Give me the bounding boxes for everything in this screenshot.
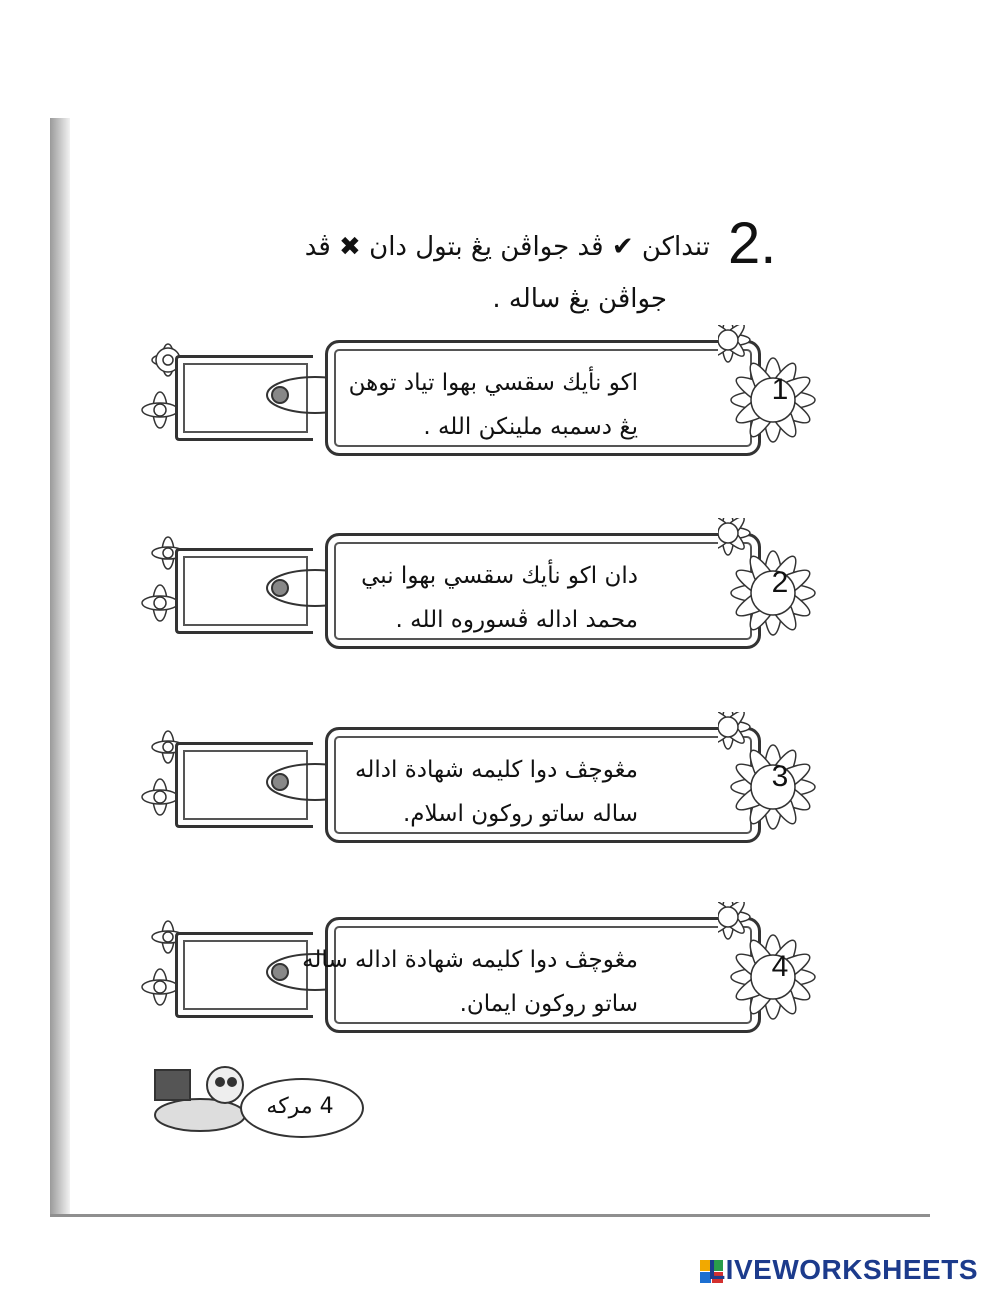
statement-line-2: محمد اداله ڤسوروه الله . [395,607,638,633]
brand-name[interactable]: LIVEWORKSHEETS [708,1254,978,1285]
reading-worm-icon [140,1060,250,1140]
item-number: 3 [771,760,789,793]
statement-box [325,340,761,456]
item-number: 4 [771,950,789,983]
instruction-line-2: جواڤن يڠ ساله . [492,284,667,314]
statement-line-2: يڠ دسمبه ملينكن الله . [423,414,638,440]
statement-line-2: ساله ساتو روكون اسلام. [403,801,638,827]
statement-text [308,554,638,642]
instruction-line-1 [305,232,710,262]
statement-line-2: ساتو روكون ايمان. [459,991,638,1017]
statement-row-1 [0,335,1000,495]
statement-line-1: مڠوچڤ دوا كليمه شهادة اداله [355,757,638,783]
statement-box [325,727,761,843]
item-number: 2 [771,566,789,599]
statement-row-2 [0,528,1000,688]
statement-line-1: دان اكو نأيك سقسي بهوا نبي [361,563,638,589]
statement-box [302,917,761,1033]
instruction-text-1: تنداكن ✔ ڤد جواڤن يڠ بتول دان ✖ ڤد [304,232,710,262]
statement-line-1: اكو نأيك سقسي بهوا تياد توهن [348,370,638,396]
statement-box [325,533,761,649]
statement-text [302,938,638,1026]
statement-text [308,748,638,836]
statement-row-3 [0,722,1000,882]
question-number: 2. [728,211,777,276]
statement-text [308,361,638,449]
statement-line-1: مڠوچڤ دوا كليمه شهادة اداله ساله [302,947,638,973]
score-label: 4 مركه [266,1094,334,1119]
statement-row-4 [0,912,1000,1072]
item-number: 1 [771,373,789,406]
page-bottom-line [50,1214,930,1217]
